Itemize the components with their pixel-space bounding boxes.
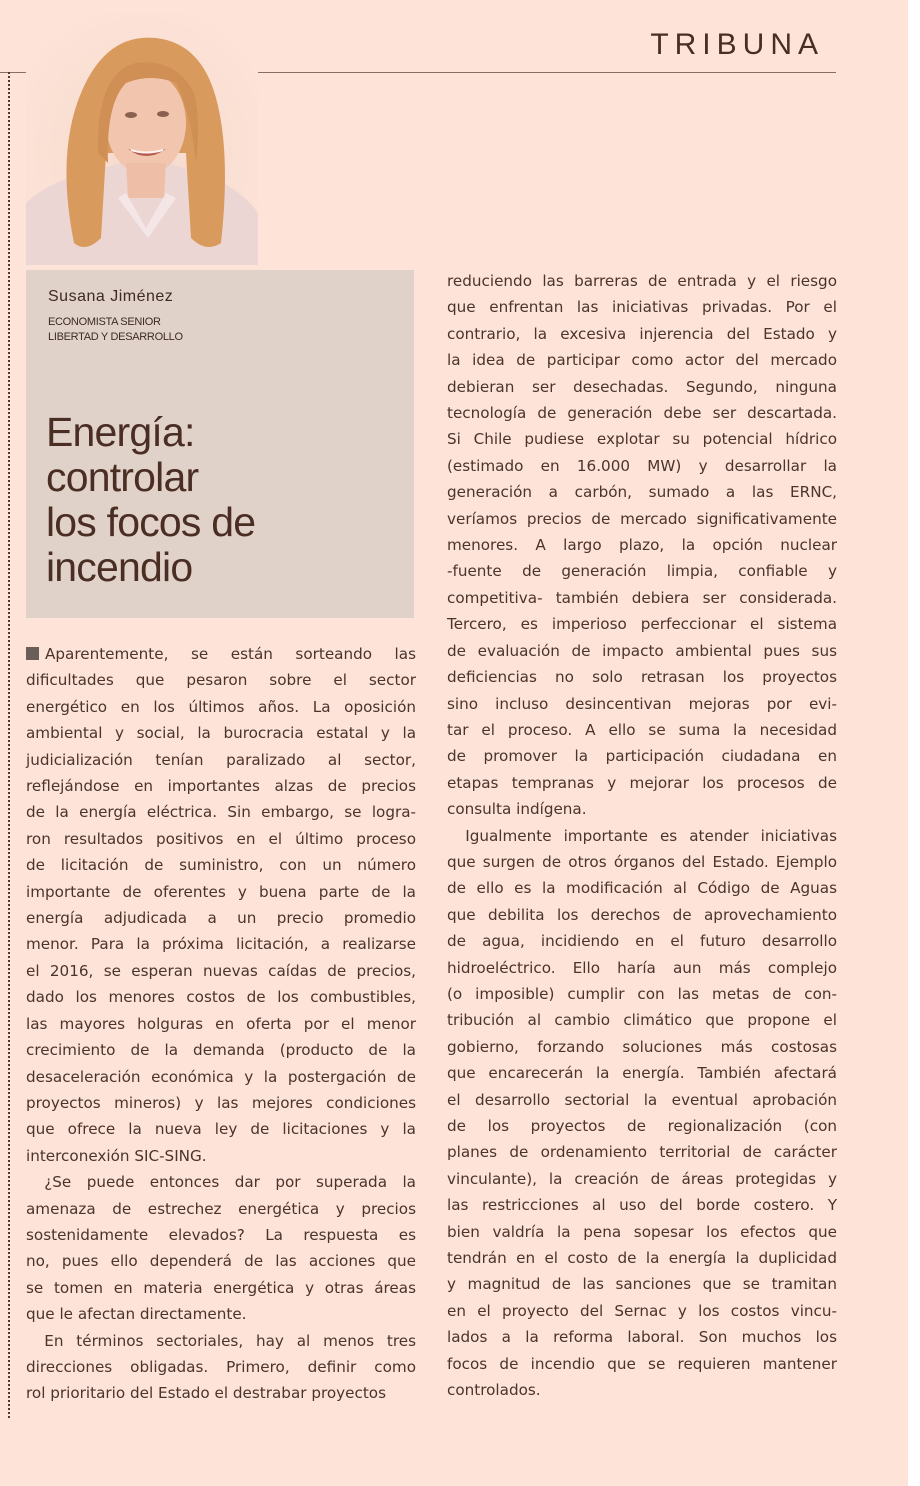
article-paragraph	[26, 641, 416, 1169]
article-line: de la energía eléctrica. Sin embargo, se logra-	[26, 803, 416, 822]
article-line: tecnología de generación debe ser descartada.	[447, 404, 837, 423]
article-line: generación a carbón, sumado a las ERNC,	[447, 483, 837, 502]
article-line: Tercero, es imperioso perfeccionar el sistema	[447, 615, 837, 634]
article-line: importante de oferentes y buena parte de la	[26, 882, 416, 901]
article-line: vinculante), la creación de áreas protegidas y	[447, 1169, 837, 1188]
article-line: -fuente de generación limpia, confiable y	[447, 562, 837, 581]
byline-box	[26, 270, 414, 618]
article-line: debieran ser desechadas. Segundo, ninguna	[447, 377, 837, 396]
article-line: etapas tempranas y mejorar los procesos de	[447, 773, 837, 792]
headline	[46, 410, 406, 590]
article-column-left	[26, 641, 416, 1407]
article-line: la idea de participar como actor del mercado	[447, 351, 837, 370]
author-photo	[26, 13, 258, 265]
headline-line: Energía:	[46, 409, 195, 455]
article-line: tar el proceso. A ello se suma la necesidad	[447, 720, 837, 739]
article-line: las restricciones al uso del borde costero. Y	[447, 1196, 837, 1215]
article-line: menor. Para la próxima licitación, a realizarse	[26, 935, 416, 954]
article-line: gobierno, forzando soluciones más costosas	[447, 1037, 837, 1056]
article-line: reflejándose en importantes alzas de precios	[26, 777, 416, 796]
article-line: energía adjudicada a un precio promedio	[26, 909, 416, 928]
dotted-margin-rule	[8, 72, 10, 1418]
article-line: hidroeléctrico. Ello haría aun más complejo	[447, 958, 837, 977]
article-line: que ofrece la nueva ley de licitaciones y la	[26, 1120, 416, 1139]
article-line: interconexión SIC-SING.	[26, 1146, 207, 1165]
article-line: Igualmente importante es atender iniciativas	[465, 826, 837, 845]
article-line: de los proyectos de regionalización (con	[447, 1117, 837, 1135]
article-line: reduciendo las barreras de entrada y el riesgo	[447, 272, 837, 290]
square-bullet-icon	[26, 647, 39, 660]
article-line: el desarrollo sectorial la eventual aprobación	[447, 1090, 837, 1109]
article-paragraph	[26, 1328, 416, 1407]
article-line: amenaza de estrechez energética y precios	[26, 1199, 416, 1218]
article-line: (o imposible) cumplir con las metas de con-	[447, 984, 837, 1003]
article-line: dado los menores costos de los combustibles,	[26, 988, 416, 1007]
headline-line: los focos de	[46, 499, 256, 545]
article-line: consulta indígena.	[447, 800, 587, 819]
article-line: deficiencias no solo retrasan los proyectos	[447, 668, 837, 687]
article-line: judicialización tenían paralizado al sector,	[26, 750, 416, 769]
article-line: de licitación de suministro, con un número	[26, 856, 416, 875]
article-line: controlados.	[447, 1381, 541, 1400]
article-column-right	[447, 268, 837, 1403]
article-line: focos de incendio que se requieren mantener	[447, 1354, 837, 1373]
article-paragraph	[26, 1169, 416, 1327]
article-line: el 2016, se esperan nuevas caídas de precios,	[26, 961, 416, 980]
article-line: ¿Se puede entonces dar por superada la	[44, 1173, 416, 1192]
author-role	[48, 315, 183, 345]
article-line: que enfrentan las iniciativas privadas. Por el	[447, 298, 837, 317]
article-line: En términos sectoriales, hay al menos tres	[44, 1331, 416, 1350]
author-name: Susana Jiménez	[48, 288, 174, 305]
article-line: dificultades que pesaron sobre el sector	[26, 671, 416, 690]
article-line: que encarecerán la energía. También afectará	[447, 1064, 837, 1083]
article-line: se tomen en materia energética y otras áreas	[26, 1278, 416, 1297]
author-title: ECONOMISTA SENIOR	[48, 316, 161, 328]
article-line: competitiva- también debiera ser considerada.	[447, 588, 837, 607]
article-line: que le afectan directamente.	[26, 1305, 247, 1324]
article-line: que debilita los derechos de aprovechamiento	[447, 905, 837, 924]
article-line: energético en los últimos años. La oposición	[26, 697, 416, 716]
headline-line: incendio	[46, 544, 193, 590]
article-line: de agua, incidiendo en el futuro desarrollo	[447, 932, 837, 951]
article-line: en el proyecto del Sernac y los costos vincu-	[447, 1301, 837, 1320]
article-line	[26, 641, 416, 667]
article-line: ambiental y social, la burocracia estatal y la	[26, 724, 416, 743]
article-line: tendrán en el costo de la energía la duplicidad	[447, 1249, 837, 1268]
article-line: las mayores holguras en oferta por el menor	[26, 1014, 416, 1033]
article-line: bien valdría la pena sopesar los efectos que	[447, 1222, 837, 1241]
article-line: ron resultados positivos en el último proceso	[26, 829, 416, 848]
article-line-text: Aparentemente, se están sorteando las	[45, 645, 416, 663]
article-line: direcciones obligadas. Primero, definir como	[26, 1357, 416, 1376]
article-line: de evaluación de impacto ambiental pues sus	[447, 641, 837, 660]
article-line: no, pues ello dependerá de las acciones que	[26, 1252, 416, 1271]
article-line: (estimado en 16.000 MW) y desarrollar la	[447, 456, 837, 475]
article-line: que surgen de otros órganos del Estado. Ejemplo	[447, 852, 837, 871]
headline-line: controlar	[46, 454, 199, 500]
article-line: desaceleración económica y la postergación de	[26, 1067, 416, 1086]
article-line: veríamos precios de mercado significativamente	[447, 509, 837, 528]
article-line: tribución al cambio climático que propone el	[447, 1011, 837, 1030]
article-line: y magnitud de las sanciones que se tramitan	[447, 1275, 837, 1294]
article-line: contrario, la excesiva injerencia del Estado y	[447, 324, 837, 343]
article-line: proyectos mineros) y las mejores condiciones	[26, 1093, 416, 1112]
article-line: menores. A largo plazo, la opción nuclear	[447, 536, 837, 555]
author-portrait-icon	[26, 13, 258, 265]
article-line: crecimiento de la demanda (producto de la	[26, 1041, 416, 1060]
article-line: rol prioritario del Estado el destrabar proyectos	[26, 1384, 387, 1403]
section-label: TRIBUNA	[650, 28, 824, 61]
article-line: lados a la reforma laboral. Son muchos los	[447, 1328, 837, 1347]
article-line: sino incluso desincentivan mejoras por evi-	[447, 694, 837, 713]
article-line: de ello es la modificación al Código de Aguas	[447, 879, 837, 898]
article-line: planes de ordenamiento territorial de carácter	[447, 1143, 837, 1162]
article-line: de promover la participación ciudadana en	[447, 747, 837, 766]
article-line: sostenidamente elevados? La respuesta es	[26, 1225, 416, 1244]
author-organization: LIBERTAD Y DESARROLLO	[48, 331, 183, 343]
article-paragraph	[447, 823, 837, 1404]
article-line: Si Chile pudiese explotar su potencial hídrico	[447, 430, 837, 449]
article-paragraph	[447, 268, 837, 823]
